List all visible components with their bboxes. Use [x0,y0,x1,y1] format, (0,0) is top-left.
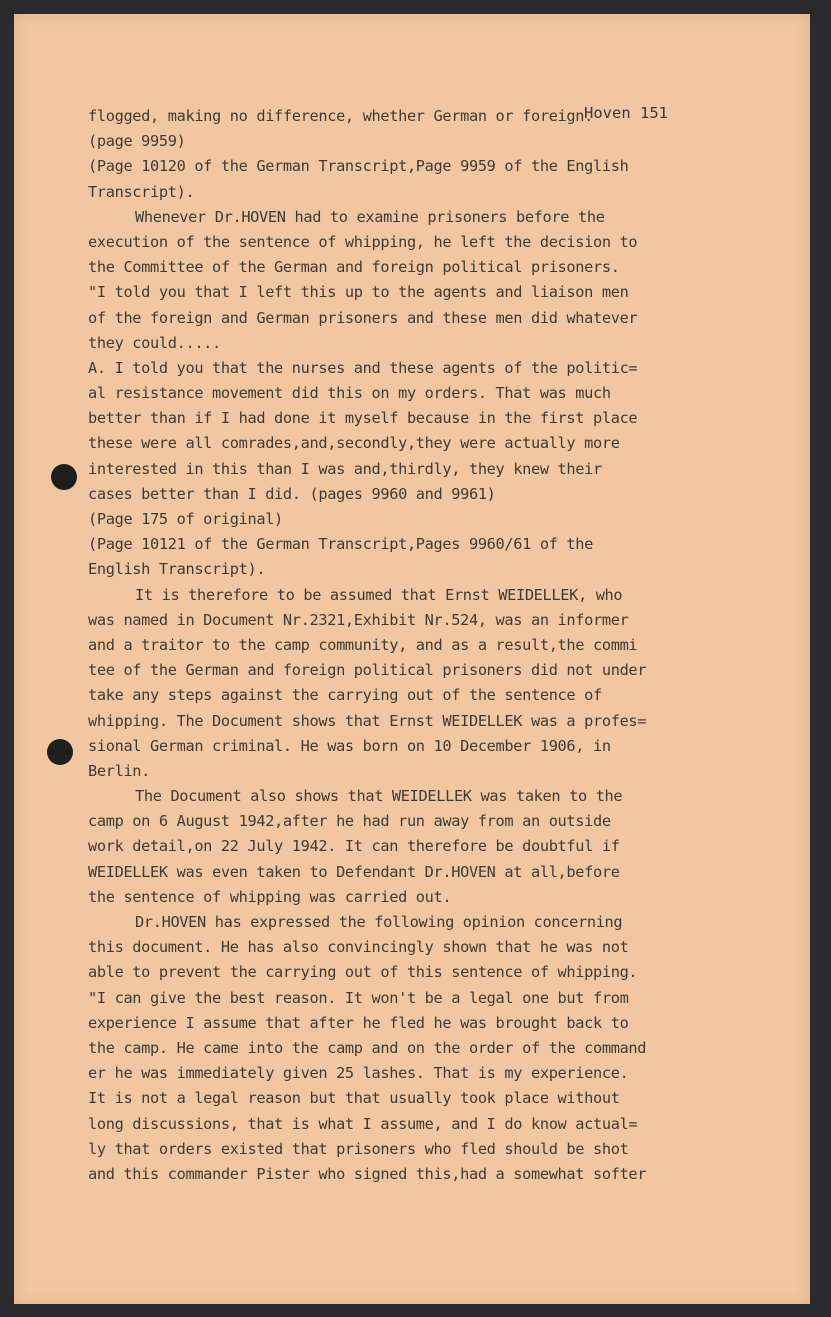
text-line: It is not a legal reason but that usually took place without [88,1089,620,1108]
text-line: camp on 6 August 1942,after he had run away from an outside [88,812,611,831]
text-line: execution of the sentence of whipping, he left the decision to [88,232,638,251]
text-line: Berlin. [88,761,151,780]
text-line: tee of the German and foreign political prisoners did not under [88,661,647,680]
text-line: flogged, making no difference, whether German or foreign. [88,107,593,125]
text-line: and a traitor to the camp community, and as a result,the commi [88,635,638,654]
punch-hole [47,739,73,765]
text-line: they could..... [88,333,221,352]
punch-hole [51,464,77,490]
text-line: better than if I had done it myself because in the first place [88,409,638,428]
text-line: was named in Document Nr.2321,Exhibit Nr.524, was an informer [88,610,629,629]
text-line: interested in this than I was and,thirdly, they knew their [88,459,602,478]
text-line: Dr.HOVEN has expressed the following opinion concerning [135,913,623,931]
text-line: Whenever Dr.HOVEN had to examine prisoners before the [135,207,605,226]
text-line: The Document also shows that WEIDELLEK was taken to the [135,787,623,806]
page-number: Hoven 151 [584,104,668,122]
text-line: experience I assume that after he fled he was brought back to [88,1013,629,1032]
document-body [88,104,803,1187]
text-line: sional German criminal. He was born on 10 December 1906, in [88,736,611,755]
text-line: cases better than I did. (pages 9960 and 9961) [88,484,496,503]
text-line: work detail,on 22 July 1942. It can therefore be doubtful if [88,837,620,856]
text-line: "I can give the best reason. It won't be a legal one but from [88,988,629,1007]
text-line: able to prevent the carrying out of this sentence of whipping. [88,963,638,982]
text-line: (page 9959) [88,132,186,151]
text-line: er he was immediately given 25 lashes. That is my experience. [88,1064,629,1083]
text-line: this document. He has also convincingly shown that he was not [88,938,629,957]
text-line: these were all comrades,and,secondly,they were actually more [88,434,620,453]
text-line: the Committee of the German and foreign political prisoners. [88,258,620,277]
text-line: Transcript). [88,182,195,201]
text-line: A. I told you that the nurses and these agents of the politic= [88,358,638,377]
text-line: "I told you that I left this up to the agents and liaison men [88,283,629,302]
text-line: and this commander Pister who signed this,had a somewhat softer [88,1164,647,1183]
text-line: the sentence of whipping was carried out. [88,887,452,906]
text-line: (Page 10121 of the German Transcript,Pages 9960/61 of the [88,535,593,554]
text-line: ly that orders existed that prisoners who fled should be shot [88,1139,629,1158]
text-line: (Page 175 of original) [88,510,283,528]
text-line: al resistance movement did this on my orders. That was much [88,384,611,403]
text-line: (Page 10120 of the German Transcript,Page 9959 of the English [88,157,629,176]
text-line: whipping. The Document shows that Ernst WEIDELLEK was a profes= [88,711,647,730]
text-line: long discussions, that is what I assume, and I do know actual= [88,1114,638,1133]
text-line: take any steps against the carrying out of the sentence of [88,686,602,705]
text-line: of the foreign and German prisoners and these men did whatever [88,308,638,327]
text-line: English Transcript). [88,560,266,579]
text-line: the camp. He came into the camp and on the order of the command [88,1038,647,1057]
text-line: WEIDELLEK was even taken to Defendant Dr.HOVEN at all,before [88,862,620,881]
text-line: It is therefore to be assumed that Ernst WEIDELLEK, who [135,585,623,604]
